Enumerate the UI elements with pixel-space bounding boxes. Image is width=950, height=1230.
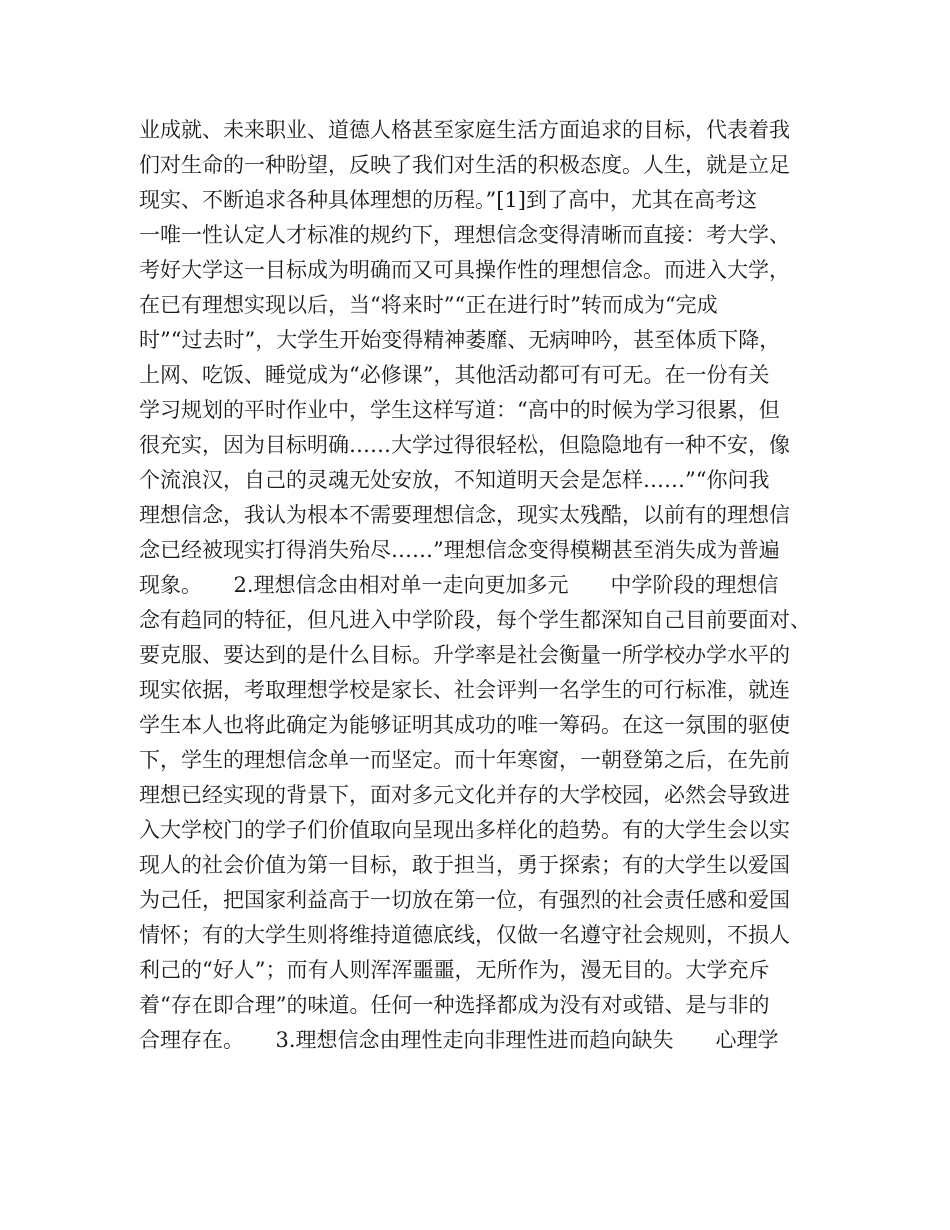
text-line: 合理存在。 3.理想信念由理性走向非理性进而趋向缺失 心理学 [139, 1028, 779, 1052]
text-line: 现实、不断追求各种具体理想的历程。”[1]到了高中，尤其在高考这 [139, 188, 757, 212]
text-line: 学习规划的平时作业中，学生这样写道：“高中的时候为学习很累，但 [139, 398, 780, 422]
text-line: 上网、吃饭、睡觉成为“必修课”，其他活动都可有可无。在一份有关 [139, 363, 770, 387]
text-line: 入大学校门的学子们价值取向呈现出多样化的趋势。有的大学生会以实 [139, 818, 790, 842]
text-line: 在已有理想实现以后，当“将来时”“正在进行时”转而成为“完成 [139, 293, 718, 317]
text-line: 学生本人也将此确定为能够证明其成功的唯一筹码。在这一氛围的驱使 [139, 713, 790, 737]
text-line: 利己的“好人”；而有人则浑浑噩噩，无所作为，漫无目的。大学充斥 [139, 958, 770, 982]
text-line: 要克服、要达到的是什么目标。升学率是社会衡量一所学校办学水平的 [139, 643, 790, 667]
text-line: 一唯一性认定人才标准的规约下，理想信念变得清晰而直接：考大学、 [139, 223, 790, 247]
text-line: 理想已经实现的背景下，面对多元文化并存的大学校园，必然会导致进 [139, 783, 790, 807]
text-line: 现人的社会价值为第一目标，敢于担当，勇于探索；有的大学生以爱国 [139, 853, 790, 877]
text-line: 业成就、未来职业、道德人格甚至家庭生活方面追求的目标，代表着我 [139, 118, 790, 142]
text-line: 念已经被现实打得消失殆尽……”理想信念变得模糊甚至消失成为普遍 [139, 538, 780, 562]
text-line: 情怀；有的大学生则将维持道德底线，仅做一名遵守社会规则，不损人 [139, 923, 790, 947]
text-line: 着“存在即合理”的味道。任何一种选择都成为没有对或错、是与非的 [139, 993, 770, 1017]
body-text [139, 113, 829, 1058]
text-line: 考好大学这一目标成为明确而又可具操作性的理想信念。而进入大学， [139, 258, 790, 282]
text-line: 现实依据，考取理想学校是家长、社会评判一名学生的可行标准，就连 [139, 678, 790, 702]
text-line: 念有趋同的特征，但凡进入中学阶段，每个学生都深知自己目前要面对、 [139, 608, 811, 632]
text-line: 现象。 2.理想信念由相对单一走向更加多元 中学阶段的理想信 [139, 573, 779, 597]
text-line: 很充实，因为目标明确……大学过得很轻松，但隐隐地有一种不安，像 [139, 433, 790, 457]
text-line: 下，学生的理想信念单一而坚定。而十年寒窗，一朝登第之后，在先前 [139, 748, 790, 772]
text-line: 时”“过去时”，大学生开始变得精神萎靡、无病呻吟，甚至体质下降， [139, 328, 781, 352]
text-line: 理想信念，我认为根本不需要理想信念，现实太残酷，以前有的理想信 [139, 503, 790, 527]
text-line: 们对生命的一种盼望，反映了我们对生活的积极态度。人生，就是立足 [139, 153, 790, 177]
text-line: 个流浪汉，自己的灵魂无处安放，不知道明天会是怎样……”“你问我 [139, 468, 770, 492]
text-line: 为己任，把国家利益高于一切放在第一位，有强烈的社会责任感和爱国 [139, 888, 790, 912]
